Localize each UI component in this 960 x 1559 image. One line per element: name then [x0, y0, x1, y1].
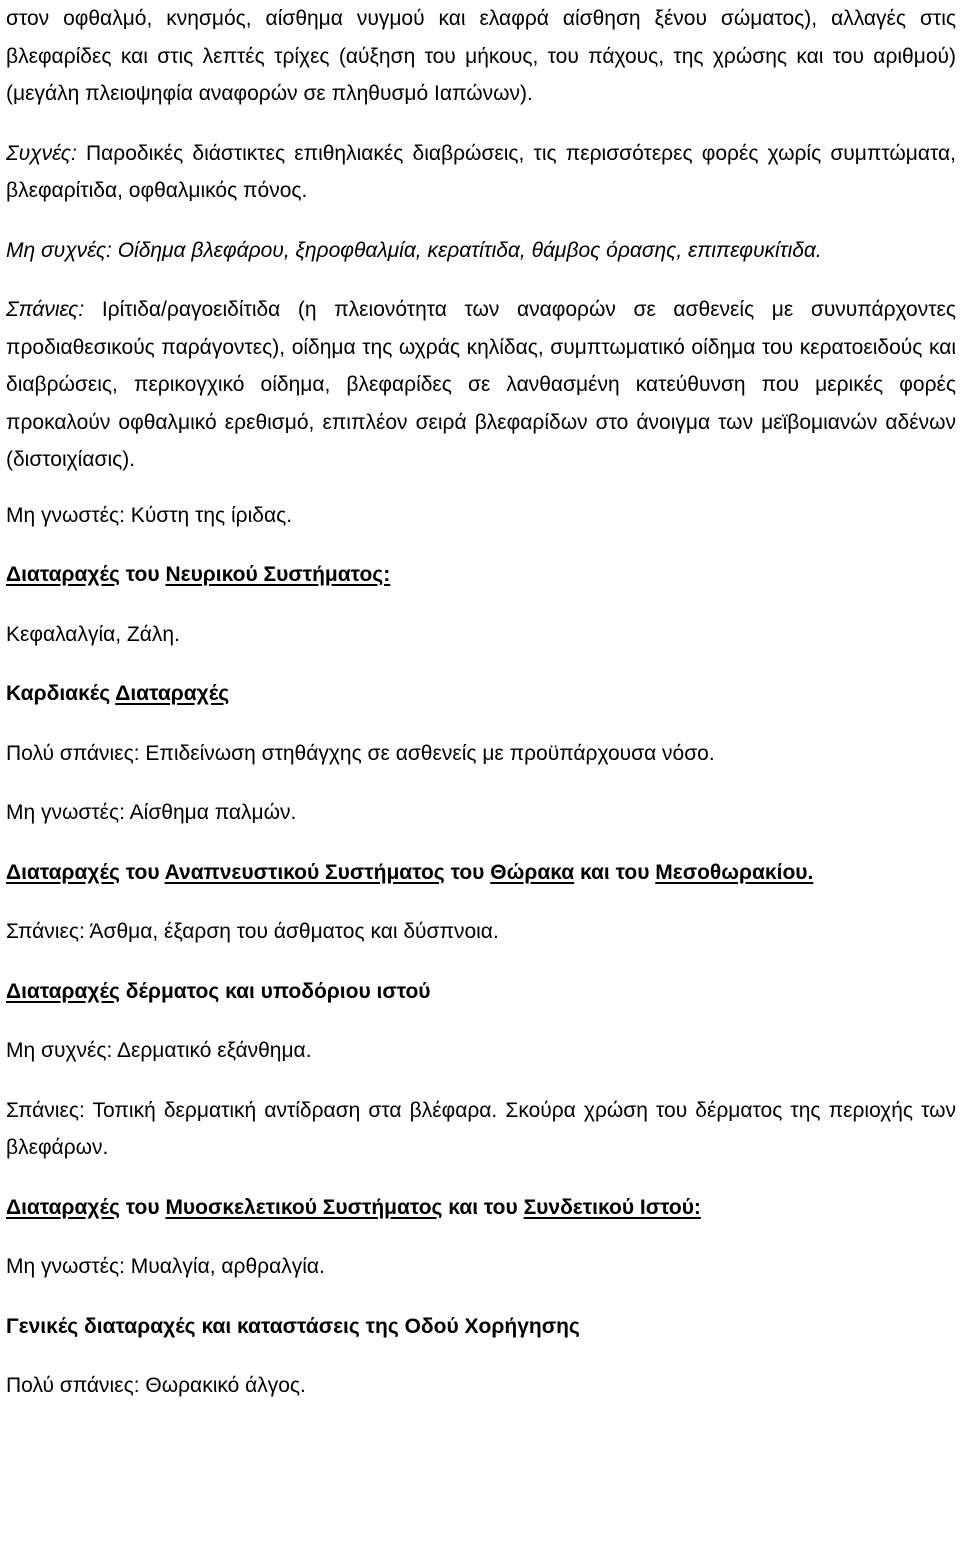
frequency-label-uncommon: Μη συχνές:: [6, 238, 112, 262]
heading-nervous-part2: του: [119, 563, 166, 586]
heading-resp-part2: του: [119, 860, 165, 884]
heading-musculoskeletal: [6, 1189, 956, 1227]
heading-musc-part1: Διαταραχές: [6, 1195, 120, 1219]
heading-resp-part7: Μεσοθωρακίου.: [655, 860, 814, 884]
heading-general: Γενικές διαταραχές και καταστάσεις της Οδού Χορήγησης: [6, 1314, 580, 1338]
common-eye-text: Παροδικές διάστικτες επιθηλιακές διαβρώσεις, τις περισσότερες φορές χωρίς συμπτώματα, βλεφαρίτιδα, οφθαλμικός πόνος.: [6, 141, 956, 202]
heading-skin: [6, 973, 956, 1011]
heading-cardiac: [6, 675, 956, 713]
paragraph-skin-uncommon: Μη συχνές: Δερματικό εξάνθημα.: [6, 1039, 312, 1062]
heading-resp-part4: του: [444, 860, 491, 884]
paragraph-nervous-effects: Κεφαλαλγία, Ζάλη.: [6, 622, 180, 646]
document-page: [6, 0, 956, 1405]
heading-cardiac-part1: Καρδιακές: [6, 682, 116, 705]
paragraph-skin-rare: Σπάνιες: Τοπική δερματική αντίδραση στα βλέφαρα. Σκούρα χρώση του δέρματος της περιοχής των βλεφάρων.: [6, 1098, 956, 1159]
heading-skin-part2: δέρματος και υποδόριου ιστού: [119, 979, 431, 1003]
rare-eye-text: Ιρίτιδα/ραγοειδίτιδα (η πλειονότητα των αναφορών σε ασθενείς με συνυπάρχοντες προδιαθεσικούς παράγοντες), οίδημα της ωχράς κηλίδας, συμπτωματικό οίδημα του κερατοειδούς και διαβρώσεις, περικογχικό οίδημα, βλεφαρίδες σε λανθασμένη κατεύθυνση που μερικές φορές προκαλούν οφθαλμικό ερεθισμό, επιπλέον σειρά βλεφαρίδων στο άνοιγμα των μεϊβομιανών αδένων (διστοιχίασις).: [6, 298, 956, 471]
heading-cardiac-part2: Διαταραχές: [115, 682, 230, 705]
heading-nervous-system: [6, 556, 956, 594]
paragraph-musculoskeletal-unknown: Μη γνωστές: Μυαλγία, αρθραλγία.: [6, 1255, 325, 1278]
heading-resp-part1: Διαταραχές: [6, 860, 120, 884]
heading-resp-part5: Θώρακα: [490, 860, 575, 884]
heading-musc-part2: του: [119, 1195, 166, 1219]
heading-nervous-part1: Διαταραχές: [6, 563, 120, 586]
paragraph-uncommon-eye: [6, 232, 956, 270]
frequency-label-rare: Σπάνιες:: [6, 298, 85, 321]
heading-resp-part3: Αναπνευστικού Συστήματος: [164, 860, 445, 884]
paragraph-unknown-eye: Μη γνωστές: Κύστη της ίριδας.: [6, 503, 293, 527]
paragraph-rare-eye: [6, 291, 956, 479]
heading-musc-part4: και του: [442, 1195, 524, 1219]
paragraph-respiratory-rare: Σπάνιες: Άσθμα, έξαρση του άσθματος και δύσπνοια.: [6, 920, 499, 943]
uncommon-eye-text: Οίδημα βλεφάρου, ξηροφθαλμία, κερατίτιδα, θάμβος όρασης, επιπεφυκίτιδα.: [111, 238, 822, 262]
paragraph-general-very-rare: Πολύ σπάνιες: Θωρακικό άλγος.: [6, 1374, 306, 1397]
paragraph-eye-disorders-continued: στον οφθαλμό, κνησμός, αίσθημα νυγμού και ελαφρά αίσθηση ξένου σώματος), αλλαγές στις βλεφαρίδες και στις λεπτές τρίχες (αύξηση του μήκους, του πάχους, της χρώσης και του αριθμού) (μεγάλη πλειοψηφία αναφορών σε πληθυσμό Ιαπώνων).: [6, 7, 956, 105]
heading-musc-part5: Συνδετικού Ιστού:: [523, 1195, 701, 1219]
frequency-label-common: Συχνές:: [6, 141, 77, 165]
paragraph-cardiac-very-rare: Πολύ σπάνιες: Επιδείνωση στηθάγχης σε ασθενείς με προϋπάρχουσα νόσο.: [6, 741, 715, 765]
heading-nervous-part3: Νευρικού Συστήματος:: [165, 563, 391, 586]
paragraph-cardiac-unknown: Μη γνωστές: Αίσθημα παλμών.: [6, 801, 297, 824]
heading-respiratory: [6, 854, 956, 892]
paragraph-common-eye: [6, 135, 956, 210]
heading-musc-part3: Μυοσκελετικού Συστήματος: [165, 1195, 443, 1219]
heading-resp-part6: και του: [574, 860, 656, 884]
heading-skin-part1: Διαταραχές: [6, 979, 120, 1003]
